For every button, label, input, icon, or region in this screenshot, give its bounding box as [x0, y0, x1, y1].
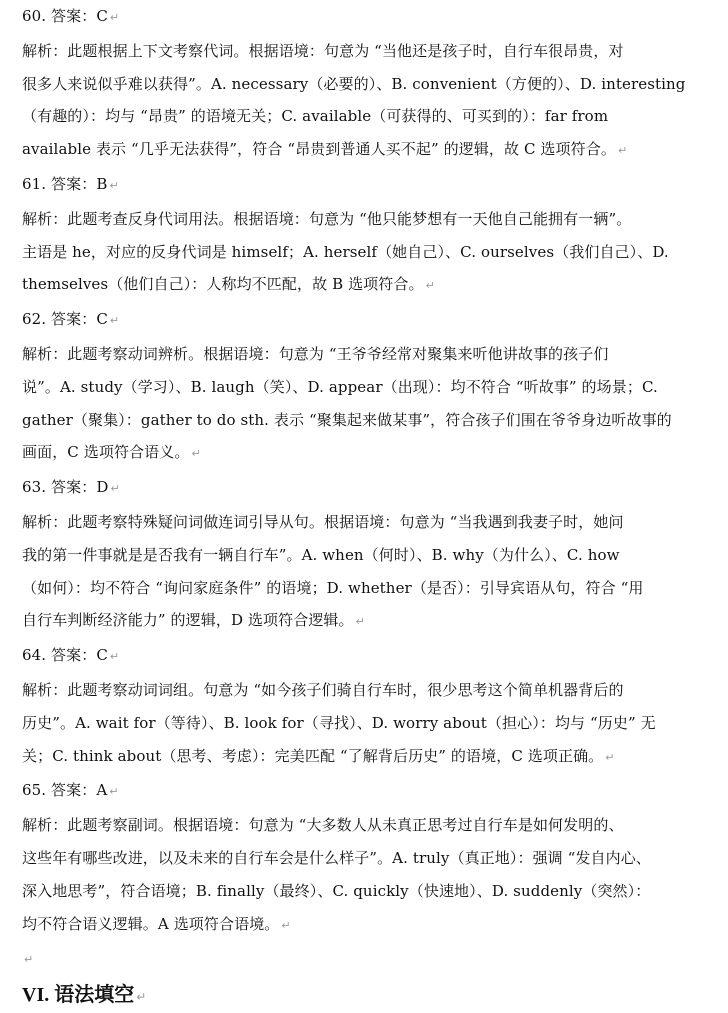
- line-text: 60. 答案：C: [22, 7, 108, 25]
- paragraph-mark-icon: ↵: [136, 990, 147, 1005]
- line-text: （有趣的）：均与 “昂贵” 的语境无关；C. available（可获得的、可买到的）：far from: [22, 107, 609, 126]
- text-line: [22, 404, 722, 437]
- text-line: [22, 604, 722, 639]
- line-text: 自行车判断经济能力” 的逻辑，D 选项符合逻辑。: [22, 611, 354, 630]
- paragraph-mark-icon: ↵: [109, 314, 120, 328]
- text-line: [22, 268, 722, 303]
- section-heading-text: VI. 语法填空: [22, 984, 135, 1007]
- line-text: 解析：此题考察特殊疑问词做连词引导从句。根据语境：句意为 “当我遇到我妻子时，她问: [22, 512, 624, 531]
- text-line: [22, 303, 722, 338]
- line-text: （如何）：均不符合 “询问家庭条件” 的语境；D. whether（是否）：引导宾语从句，符合 “用: [22, 578, 644, 597]
- paragraph-mark-icon: ↵: [109, 785, 119, 799]
- text-line: [22, 942, 722, 977]
- text-line: [22, 168, 722, 203]
- text-line: [22, 809, 722, 842]
- paragraph-mark-icon: ↵: [425, 279, 435, 293]
- text-line: [22, 506, 722, 539]
- paragraph-mark-icon: ↵: [281, 918, 291, 932]
- line-text: 解析：此题考察动词词组。句意为 “如今孩子们骑自行车时，很少思考这个简单机器背后的: [22, 680, 624, 699]
- paragraph-mark-icon: ↵: [24, 953, 34, 967]
- text-line: [22, 100, 722, 133]
- line-text: 解析：此题考察动词辨析。根据语境：句意为 “王爷爷经常对聚集来听他讲故事的孩子们: [22, 344, 609, 363]
- line-text: 深入地思考”，符合语境；B. finally（最终）、C. quickly（快速地）、D. suddenly（突然）：: [22, 881, 651, 900]
- text-line: [22, 471, 722, 506]
- text-line: [22, 875, 722, 908]
- paragraph-mark-icon: ↵: [109, 650, 120, 664]
- line-text: 说”。A. study（学习）、B. laugh（笑）、D. appear（出现）：均不符合 “听故事” 的场景；C.: [22, 377, 658, 396]
- text-line: [22, 236, 722, 269]
- line-text: 65. 答案：A: [22, 781, 108, 800]
- paragraph-mark-icon: ↵: [109, 11, 120, 24]
- paragraph-mark-icon: ↵: [109, 178, 119, 192]
- text-line: [22, 572, 722, 605]
- text-line: [22, 35, 722, 68]
- line-text: themselves（他们自己）：人称均不匹配，故 B 选项符合。: [22, 275, 424, 294]
- paragraph-mark-icon: ↵: [605, 750, 615, 764]
- text-line: [22, 740, 722, 775]
- text-line: [22, 371, 722, 404]
- text-line: [22, 908, 722, 943]
- text-line: [22, 0, 722, 35]
- line-text: gather（聚集）：gather to do sth. 表示 “聚集起来做某事”，符合孩子们围在爷爷身边听故事的: [22, 410, 672, 429]
- paragraph-mark-icon: ↵: [355, 615, 365, 629]
- text-line: [22, 774, 722, 809]
- text-line: [22, 674, 722, 707]
- line-text: 61. 答案：B: [22, 174, 108, 193]
- line-text: 62. 答案：C: [22, 310, 108, 329]
- paragraph-mark-icon: ↵: [191, 447, 201, 461]
- line-text: 64. 答案：C: [22, 646, 108, 665]
- text-line: [22, 133, 722, 168]
- text-line: [22, 842, 722, 875]
- line-text: 63. 答案：D: [22, 478, 109, 497]
- text-line: [22, 338, 722, 371]
- line-text: 关；C. think about（思考、考虑）：完美匹配 “了解背后历史” 的语境，C 选项正确。: [22, 746, 604, 765]
- line-text: 这些年有哪些改进，以及未来的自行车会是什么样子”。A. truly（真正地）：强调 “发自内心、: [22, 848, 651, 867]
- line-text: 均不符合语义逻辑。A 选项符合语境。: [22, 914, 280, 933]
- answer-explanations: [22, 0, 722, 977]
- line-text: 画面，C 选项符合语义。: [22, 443, 190, 462]
- text-line: [22, 436, 722, 471]
- text-line: [22, 68, 722, 101]
- document-page: [22, 0, 722, 1013]
- section-heading: [22, 979, 722, 1013]
- line-text: 解析：此题根据上下文考察代词。根据语境：句意为 “当他还是孩子时，自行车很昂贵，对: [22, 41, 624, 60]
- line-text: 主语是 he，对应的反身代词是 himself；A. herself（她自己）、C. ourselves（我们自己）、D.: [22, 242, 669, 261]
- text-line: [22, 639, 722, 674]
- line-text: available 表示 “几乎无法获得”，符合 “昂贵到普通人买不起” 的逻辑，故 C 选项符合。: [22, 140, 616, 159]
- line-text: 解析：此题考察副词。根据语境：句意为 “大多数人从未真正思考过自行车是如何发明的、: [22, 816, 624, 835]
- line-text: 历史”。A. wait for（等待）、B. look for（寻找）、D. worry about（担心）：均与 “历史” 无: [22, 713, 656, 732]
- paragraph-mark-icon: ↵: [110, 482, 120, 496]
- line-text: 我的第一件事就是是否我有一辆自行车”。A. when（何时）、B. why（为什么）、C. how: [22, 545, 620, 564]
- text-line: [22, 707, 722, 740]
- line-text: 很多人来说似乎难以获得”。A. necessary（必要的）、B. convenient（方便的）、D. interesting: [22, 74, 686, 93]
- text-line: [22, 203, 722, 236]
- text-line: [22, 539, 722, 572]
- paragraph-mark-icon: ↵: [617, 144, 628, 158]
- line-text: 解析：此题考查反身代词用法。根据语境：句意为 “他只能梦想有一天他自己能拥有一辆”。: [22, 209, 632, 228]
